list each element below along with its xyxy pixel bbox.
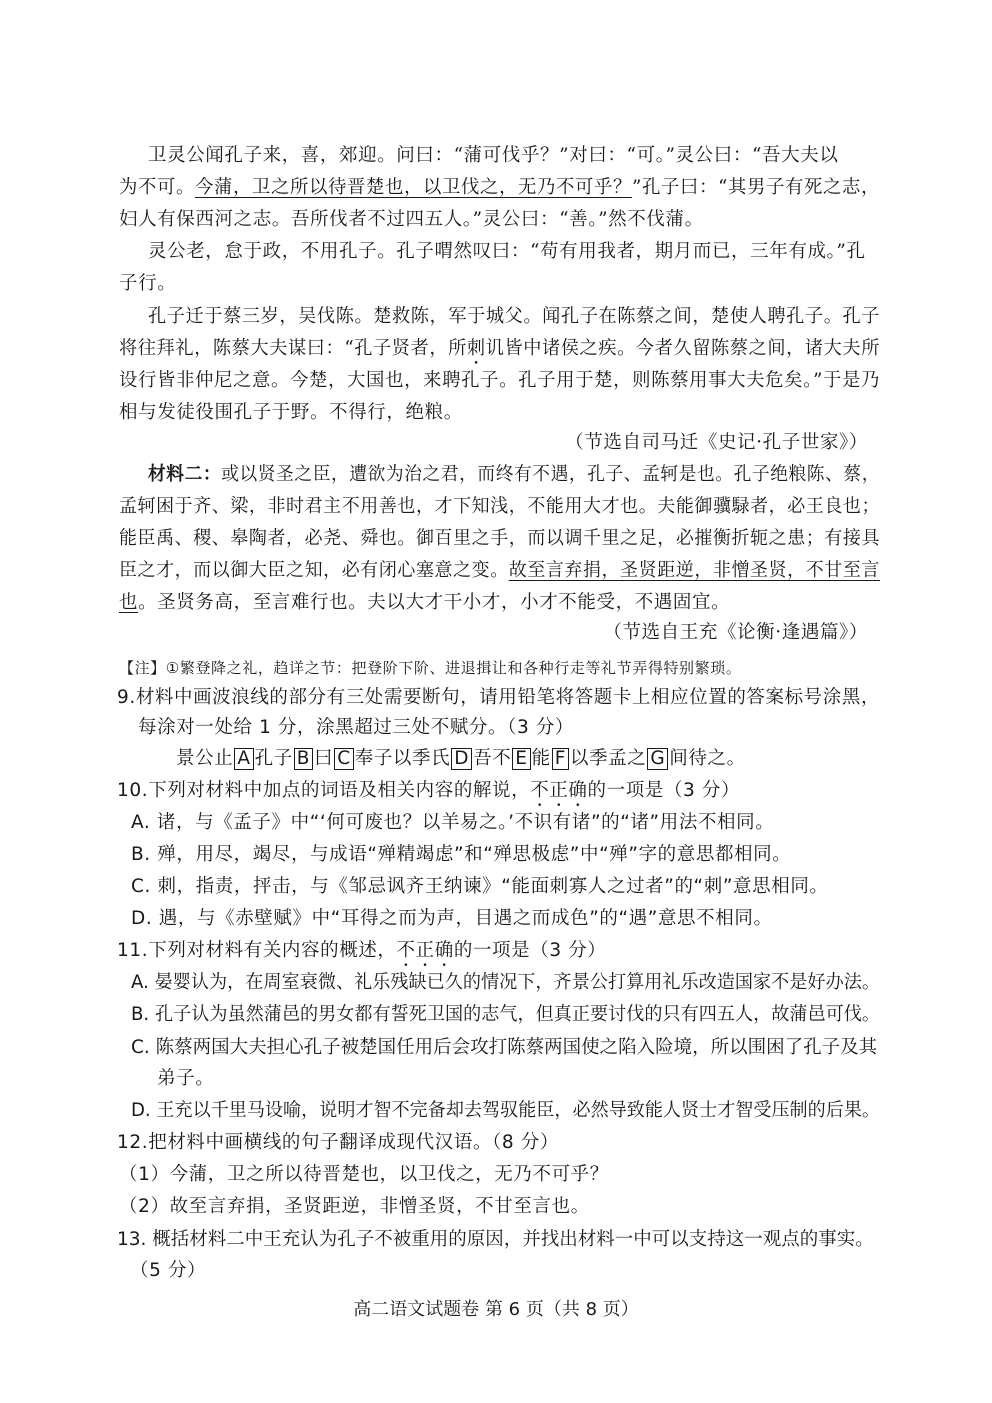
question-12-sentence-1: （1）今蒲，卫之所以待晋楚也，以卫伐之，无乃不可乎？ [119,1164,609,1185]
question-10-option-b[interactable]: B. 殚，用尽，竭尽，与成语“殚精竭虑”和“殚思极虑”中“殚”字的意思都相同。 [131,844,792,865]
text-segment: ”孔子曰：“其男子有死之志， [631,177,880,198]
passage1-line [119,176,880,200]
passage1-line: 设行皆非仲尼之意。今楚，大国也，来聘孔子。孔子用于楚，则陈蔡用事大夫危矣。”于是乃 [119,370,880,391]
question-10-option-a[interactable]: A. 诸，与《孟子》中“‘何可废也？以羊易之。’不识有诸”的“诸”用法不相同。 [131,812,775,833]
option-box-f[interactable]: F [552,748,569,770]
text-segment: 讥皆中诸侯之疾。今者久留陈蔡之间，诸大夫所 [485,338,880,359]
question-10-option-d[interactable]: D. 遇，与《赤壁赋》中“耳得之而为声，目遇之而成色”的“遇”意思不相同。 [131,908,773,929]
option-box-b[interactable]: B [294,748,313,770]
question-11-option-d[interactable]: D. 王充以千里马设喻，说明才智不完备却去驾驭能臣，必然导致能人贤士才智受压制的后果。 [131,1100,881,1121]
passage1-line: 妇人有保西河之志。吾所伐者不过四五人。”灵公曰：“善。”然不伐蒲。 [119,209,704,230]
passage2-line [119,559,880,583]
passage1-line: 相与发徒役围孔子于野。不得行，绝粮。 [119,402,463,423]
text-segment: 孔子 [254,748,293,769]
text-segment: 奉子以季氏 [354,748,451,769]
passage1-line: 孔子迁于蔡三岁，吴伐陈。楚救陈，军于城父。闻孔子在陈蔡之间，楚使人聘孔子。孔子 [148,306,881,327]
passage2-line [119,591,730,615]
passage1-line [119,337,880,369]
option-box-a[interactable]: A [234,748,253,770]
page-footer: 高二语文试题卷 第 6 页（共 8 页） [353,1299,639,1320]
passage2-line: 能臣禹、稷、皋陶者，必尧、舜也。御百里之手，而以调千里之足，必摧衡折轭之患；有接具 [119,528,881,549]
passage1-line: 灵公老，怠于政，不用孔子。孔子喟然叹曰：“苟有用我者，期月而已，三年有成。”孔 [148,241,866,262]
passage1-line: 卫灵公闻孔子来，喜，郊迎。问曰：“蒲可伐乎？”对曰：“可。”灵公曰：“吾大夫以 [148,145,839,166]
question-9-stem: 9.材料中画波浪线的部分有三处需要断句，请用铅笔将答题卡上相应位置的答案标号涂黑， [117,687,881,708]
question-13-points: （5 分） [130,1260,207,1281]
question-11-option-a[interactable]: A. 晏婴认为，在周室衰微、礼乐残缺已久的情况下，齐景公打算用礼乐改造国家不是好办法。 [131,972,880,993]
passage2-source: （节选自王充《论衡·逢遇篇》） [603,622,868,643]
underlined-sentence-2: 故至言弃捐，圣贤距逆，非憎圣贤，不甘至言 [508,560,880,581]
underlined-sentence-1: 今蒲，卫之所以待晋楚也，以卫伐之，无乃不可乎？ [195,177,632,198]
passage2-line: 孟轲困于齐、梁，非时君主不用善也，才下知浅，不能用大才也。夫能御骥騄者，必王良也； [119,496,881,517]
annotation-note: 【注】①繁登降之礼，趋详之节：把登阶下阶、进退揖让和各种行走等礼节弄得特别繁琐。 [119,659,742,677]
option-box-g[interactable]: G [647,748,668,770]
text-segment: 10.下列对材料中加点的词语及相关内容的解说， [117,780,531,801]
emphasized-text: 不正确 [396,940,454,961]
passage1-source: （节选自司马迁《史记·孔子世家》） [565,432,868,453]
text-segment: 。圣贤务高，至言难行也。夫以大才干小才，小才不能受，不遇固宜。 [138,592,731,613]
underlined-sentence-2-end: 也 [119,592,139,613]
dotted-word: 刺 [466,338,486,359]
question-10-option-c[interactable]: C. 刺，指责，抨击，与《邹忌讽齐王纳谏》“能面刺寡人之过者”的“刺”意思相同。 [131,876,829,897]
passage1-line: 子行。 [119,273,177,294]
question-12-sentence-2: （2）故至言弃捐，圣贤距逆，非憎圣贤，不甘至言也。 [119,1196,590,1217]
text-segment: 的一项是（3 分） [453,940,607,961]
question-13-stem: 13. 概括材料二中王充认为孔子不被重用的原因，并找出材料一中可以支持这一观点的事实。 [117,1229,874,1250]
question-9-sentence [176,747,746,771]
text-segment: 间待之。 [669,748,746,769]
text-segment: 或以贤圣之臣，遭欲为治之君，而终有不遇，孔子、孟轲是也。孔子绝粮陈、蔡， [221,464,881,485]
text-segment: 吾不 [473,748,512,769]
option-box-c[interactable]: C [334,748,354,770]
text-segment: 11.下列对材料有关内容的概述， [117,940,397,961]
text-segment: 曰 [314,748,334,769]
text-segment: 臣之才，而以御大臣之知，必有闭心塞意之变。 [119,560,509,581]
option-box-d[interactable]: D [451,748,472,770]
question-9-stem: 每涂对一处给 1 分，涂黑超过三处不赋分。（3 分） [138,717,575,738]
question-11-option-c[interactable]: C. 陈蔡两国大夫担心孔子被楚国任用后会攻打陈蔡两国使之陷入险境，所以围困了孔子及其 [131,1037,878,1058]
question-11-stem [117,939,606,971]
question-12-stem: 12.把材料中画横线的句子翻译成现代汉语。（8 分） [117,1132,559,1153]
option-box-e[interactable]: E [512,748,530,770]
text-segment: 景公止 [176,748,234,769]
question-10-stem [117,779,740,811]
question-11-option-c-cont: 弟子。 [157,1068,215,1089]
text-segment: 的一项是（3 分） [587,780,741,801]
text-segment: 以季孟之 [569,748,647,769]
passage2-label: 材料二： [148,464,222,485]
passage2-line [148,463,880,487]
text-segment: 为不可。 [119,177,196,198]
question-11-option-b[interactable]: B. 孔子认为虽然蒲邑的男女都有誓死卫国的志气，但真正要讨伐的只有四五人，故蒲邑可伐。 [131,1004,881,1025]
emphasized-text: 不正确 [530,780,588,801]
text-segment: 能 [531,748,551,769]
text-segment: 将往拜礼，陈蔡大夫谋曰：“孔子贤者，所 [119,338,467,359]
